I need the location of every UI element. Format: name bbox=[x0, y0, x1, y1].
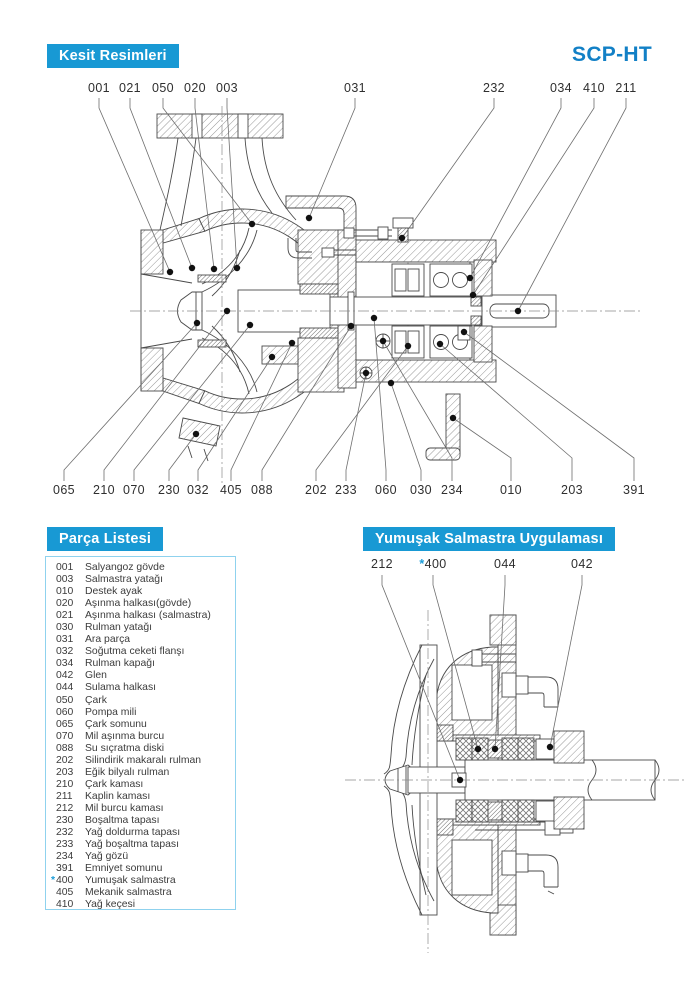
part-code: 203 bbox=[56, 766, 74, 778]
cooling-jacket-flange bbox=[262, 346, 298, 364]
parts-list-row bbox=[51, 755, 235, 767]
parts-list-row bbox=[51, 646, 235, 658]
part-code: 065 bbox=[56, 718, 74, 730]
pump-section-drawing bbox=[0, 78, 700, 512]
callout-410: 410 bbox=[582, 81, 606, 95]
part-name: Emniyet somunu bbox=[85, 863, 163, 875]
soft-packing-drawing bbox=[340, 555, 700, 975]
part-name: Salyangoz gövde bbox=[85, 562, 165, 573]
gland-bolt bbox=[322, 248, 334, 257]
parts-list-row bbox=[51, 598, 235, 610]
part-name: Yumuşak salmastra bbox=[85, 875, 176, 887]
part-code: 070 bbox=[56, 730, 74, 742]
part-star-marker: * bbox=[51, 875, 56, 887]
parts-list-box bbox=[45, 556, 236, 910]
parts-list-row bbox=[51, 719, 235, 731]
parts-list-row bbox=[51, 743, 235, 755]
callout-044: 044 bbox=[493, 557, 517, 571]
parts-list-row bbox=[51, 695, 235, 707]
callout-088: 088 bbox=[250, 483, 274, 497]
part-name: Yağ keçesi bbox=[85, 899, 136, 911]
part-name: Yağ doldurma tapası bbox=[85, 827, 181, 839]
part-code: 233 bbox=[56, 839, 74, 851]
parts-list bbox=[51, 562, 235, 911]
wear-ring bbox=[437, 819, 453, 835]
parts-list-row bbox=[51, 731, 235, 743]
soft-packing-diagram bbox=[340, 555, 700, 975]
part-name: Rulman yatağı bbox=[85, 622, 152, 634]
part-code: 044 bbox=[56, 682, 74, 694]
part-name: Yağ boşaltma tapası bbox=[85, 839, 179, 851]
callout-212: 212 bbox=[370, 557, 394, 571]
parts-list-row bbox=[51, 779, 235, 791]
callout-405: 405 bbox=[219, 483, 243, 497]
callout-034: 034 bbox=[549, 81, 573, 95]
callout-020: 020 bbox=[183, 81, 207, 95]
part-code: 211 bbox=[56, 790, 73, 802]
callout-030: 030 bbox=[409, 483, 433, 497]
parts-list-row bbox=[51, 899, 235, 911]
callout-010: 010 bbox=[499, 483, 523, 497]
parts-list-row bbox=[51, 574, 235, 586]
parts-list-row bbox=[51, 827, 235, 839]
callout-070: 070 bbox=[122, 483, 146, 497]
part-name: Mil aşınma burcu bbox=[85, 730, 165, 742]
part-code: 210 bbox=[56, 778, 74, 790]
parts-list-row bbox=[51, 622, 235, 634]
oil-seal bbox=[471, 297, 481, 306]
part-name: Kaplin kaması bbox=[85, 790, 151, 802]
callout-021: 021 bbox=[118, 81, 142, 95]
callout-400 bbox=[419, 557, 446, 571]
part-name: Glen bbox=[85, 670, 107, 682]
product-title: SCP-HT bbox=[572, 43, 652, 66]
part-code: 030 bbox=[56, 622, 74, 634]
parts-list-row bbox=[51, 670, 235, 682]
part-name: Soğutma ceketi flanşı bbox=[85, 646, 185, 658]
callout-391: 391 bbox=[622, 483, 646, 497]
support-foot bbox=[426, 394, 460, 460]
parts-list-row bbox=[51, 791, 235, 803]
callout-230: 230 bbox=[157, 483, 181, 497]
callout-203: 203 bbox=[560, 483, 584, 497]
parts-list-row bbox=[51, 634, 235, 646]
part-name: Çark bbox=[85, 694, 107, 706]
callout-042: 042 bbox=[570, 557, 594, 571]
part-code: 034 bbox=[56, 658, 74, 670]
parts-list-row bbox=[51, 887, 235, 899]
mechanical-seal bbox=[300, 328, 338, 338]
parts-list-row bbox=[51, 658, 235, 670]
callout-400-number: 400 bbox=[424, 557, 447, 571]
callout-003: 003 bbox=[215, 81, 239, 95]
part-name: Salmastra yatağı bbox=[85, 574, 163, 586]
oil-seal bbox=[471, 316, 481, 325]
parts-list-row bbox=[51, 815, 235, 827]
callout-202: 202 bbox=[304, 483, 328, 497]
part-code: 020 bbox=[56, 598, 74, 610]
part-name: Yağ gözü bbox=[85, 851, 129, 863]
part-code: 060 bbox=[56, 706, 74, 718]
parts-list-row bbox=[51, 875, 235, 887]
part-code: 400 bbox=[56, 875, 74, 887]
parts-list-row bbox=[51, 851, 235, 863]
mechanical-seal bbox=[300, 284, 338, 294]
parts-list-row bbox=[51, 767, 235, 779]
part-code: 010 bbox=[56, 586, 74, 598]
part-code: 021 bbox=[56, 610, 74, 622]
drain-plug bbox=[179, 418, 220, 446]
callout-234: 234 bbox=[440, 483, 464, 497]
part-code: 232 bbox=[56, 827, 74, 839]
parts-list-row bbox=[51, 682, 235, 694]
part-code: 202 bbox=[56, 754, 74, 766]
soft-packing-badge: Yumuşak Salmastra Uygulaması bbox=[363, 527, 615, 551]
part-name: Rulman kapağı bbox=[85, 658, 155, 670]
part-code: 003 bbox=[56, 574, 74, 586]
section-drawings-badge: Kesit Resimleri bbox=[47, 44, 179, 68]
parts-list-row bbox=[51, 707, 235, 719]
part-name: Çark kaması bbox=[85, 778, 144, 790]
part-name: Mil burcu kaması bbox=[85, 802, 164, 814]
parts-list-row bbox=[51, 562, 235, 574]
part-name: Su sıçratma diski bbox=[85, 742, 165, 754]
part-code: 050 bbox=[56, 694, 74, 706]
callout-233: 233 bbox=[334, 483, 358, 497]
part-code: 088 bbox=[56, 742, 74, 754]
callout-060: 060 bbox=[374, 483, 398, 497]
part-code: 410 bbox=[56, 899, 74, 911]
parts-list-row bbox=[51, 803, 235, 815]
part-name: Mekanik salmastra bbox=[85, 887, 172, 899]
part-name: Boşaltma tapası bbox=[85, 814, 160, 826]
wear-ring bbox=[437, 725, 453, 741]
parts-list-badge: Parça Listesi bbox=[47, 527, 163, 551]
callout-211: 211 bbox=[615, 81, 637, 95]
part-name: Sulama halkası bbox=[85, 682, 157, 694]
callout-065: 065 bbox=[52, 483, 76, 497]
parts-list-row bbox=[51, 863, 235, 875]
callout-050: 050 bbox=[151, 81, 175, 95]
part-name: Aşınma halkası (salmastra) bbox=[85, 610, 211, 622]
pump-cross-section-diagram bbox=[0, 78, 700, 512]
callout-032: 032 bbox=[186, 483, 210, 497]
callout-031: 031 bbox=[343, 81, 367, 95]
part-code: 042 bbox=[56, 670, 74, 682]
lantern-ring bbox=[488, 802, 502, 820]
part-code: 212 bbox=[56, 802, 74, 814]
parts-list-row bbox=[51, 839, 235, 851]
part-code: 032 bbox=[56, 646, 74, 658]
part-code: 031 bbox=[56, 634, 74, 646]
callout-210: 210 bbox=[92, 483, 116, 497]
parts-list-row bbox=[51, 610, 235, 622]
part-code: 391 bbox=[56, 863, 74, 875]
part-name: Ara parça bbox=[85, 634, 131, 646]
part-code: 405 bbox=[56, 887, 74, 899]
part-name: Aşınma halkası(gövde) bbox=[85, 598, 192, 610]
part-code: 001 bbox=[56, 562, 74, 573]
part-name: Eğik bilyalı rulman bbox=[85, 766, 170, 778]
part-name: Çark somunu bbox=[85, 718, 147, 730]
parts-list-row bbox=[51, 586, 235, 598]
part-code: 230 bbox=[56, 814, 74, 826]
part-code: 234 bbox=[56, 851, 74, 863]
callout-001: 001 bbox=[87, 81, 111, 95]
callout-400-star: * bbox=[419, 557, 425, 571]
part-name: Destek ayak bbox=[85, 586, 143, 598]
part-name: Silindirik makaralı rulman bbox=[85, 754, 202, 766]
part-name: Pompa mili bbox=[85, 706, 137, 718]
callout-232: 232 bbox=[482, 81, 506, 95]
